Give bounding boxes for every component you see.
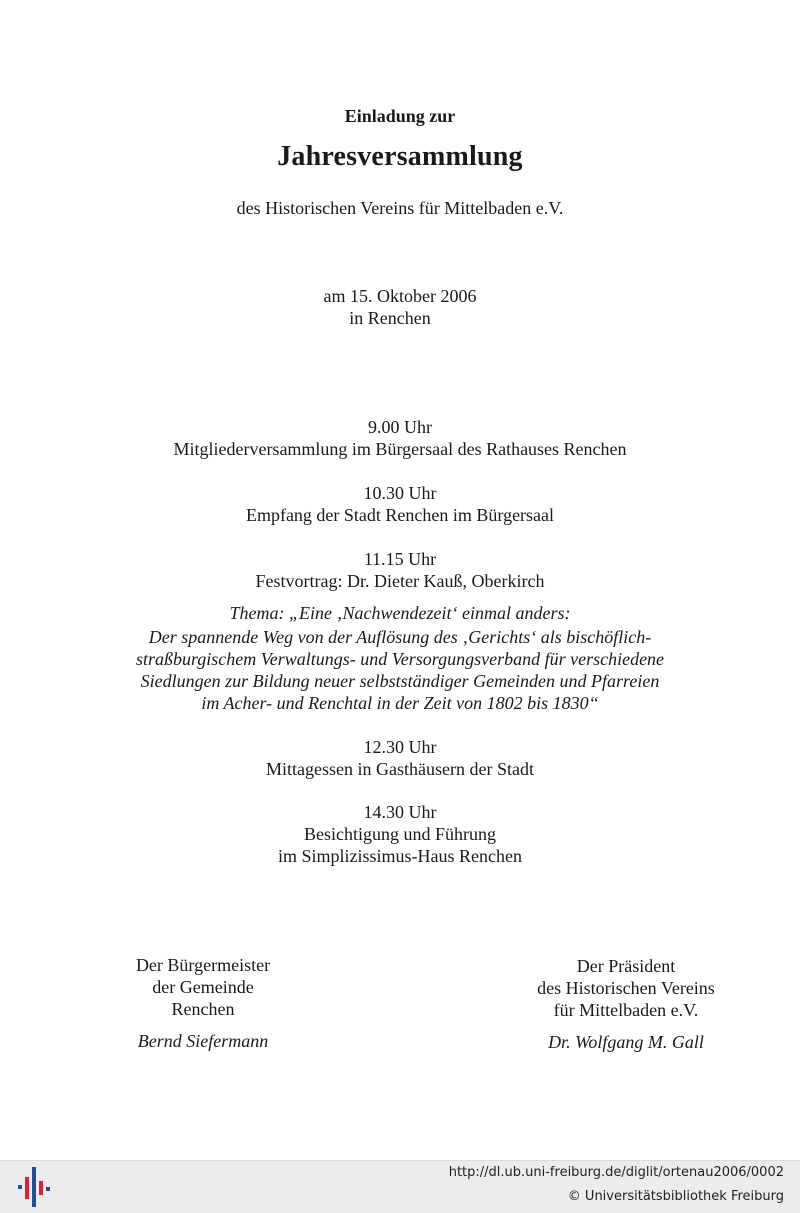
schedule-item: Mitgliederversammlung im Bürgersaal des Rathauses Renchen [173,439,627,459]
schedule-time: 14.30 Uhr [363,802,437,822]
lecture-theme-line: Siedlungen zur Bildung neuer selbstständiger Gemeinden und Pfarreien [140,671,660,691]
schedule-item: Festvortrag: Dr. Dieter Kauß, Oberkirch [255,571,545,591]
signature-line: Der Bürgermeister [135,955,271,975]
signature-line: Renchen [171,999,235,1019]
organizer-subtitle: des Historischen Vereins für Mittelbaden e.V. [236,198,564,218]
lecture-theme-line: Thema: „Eine ‚Nachwendezeit‘ einmal anders: [229,603,571,623]
signature-line: Der Präsident [576,956,676,976]
digital-library-link[interactable]: http://dl.ub.uni-freiburg.de/diglit/ortenau2006/0002 [448,1165,784,1180]
signature-line: der Gemeinde [152,977,254,997]
schedule-item: im Simplizissimus-Haus Renchen [278,846,522,866]
library-footer [0,1160,800,1213]
signature-mayor [53,954,353,1052]
schedule-time: 10.30 Uhr [363,483,437,503]
schedule-item: Besichtigung und Führung [304,824,496,844]
lecture-theme-line: im Acher- und Renchtal in der Zeit von 1802 bis 1830“ [201,693,599,713]
copyright-notice: © Universitätsbibliothek Freiburg [567,1189,784,1204]
lecture-theme-line: straßburgischem Verwaltungs- und Versorgungsverband für verschiedene [135,649,665,669]
signatory-name: Bernd Siefermann [137,1031,269,1051]
signature-line: für Mittelbaden e.V. [553,1000,699,1020]
library-logo-icon [12,1165,52,1209]
schedule-item: Mittagessen in Gasthäusern der Stadt [266,759,534,779]
signature-president [476,955,776,1053]
invitation-intro: Einladung zur [344,106,456,126]
page-title: Jahresversammlung [277,141,523,172]
lecture-theme-line: Der spannende Weg von der Auflösung des ‚Gerichts‘ als bischöflich- [148,627,652,647]
event-date: am 15. Oktober 2006 [323,286,477,306]
schedule-time: 12.30 Uhr [363,737,437,757]
schedule-time: 9.00 Uhr [368,417,432,437]
schedule-time: 11.15 Uhr [363,549,437,569]
signatory-name: Dr. Wolfgang M. Gall [548,1032,704,1052]
schedule-item: Empfang der Stadt Renchen im Bürgersaal [245,505,555,525]
signature-line: des Historischen Vereins [537,978,715,998]
event-place: in Renchen [349,308,431,328]
